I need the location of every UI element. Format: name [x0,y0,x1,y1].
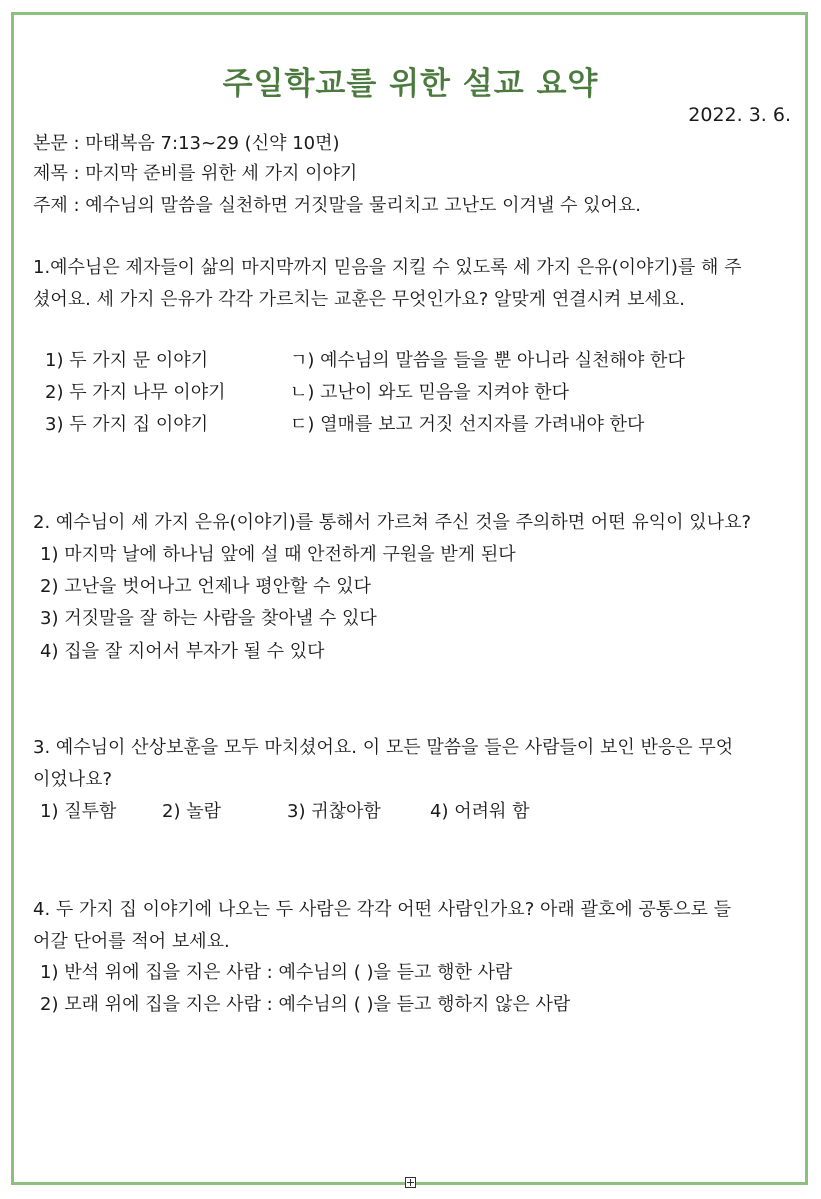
q3-option-3: 3) 귀찮아함 [287,801,381,822]
scripture-text: 본문 : 마태복음 7:13~29 (신약 10면) [33,133,340,154]
sermon-title: 제목 : 마지막 준비를 위한 세 가지 이야기 [33,163,358,184]
q1-left-item-1: 1) 두 가지 문 이야기 [45,350,209,371]
q4-option-2: 2) 모래 위에 집을 지은 사람 : 예수님의 ( )을 듣고 행하지 않은 사람 [40,994,571,1015]
question-3-line-1: 3. 예수님이 산상보훈을 모두 마치셨어요. 이 모든 말씀을 들은 사람들이 보인 반응은 무엇 [33,737,734,758]
q1-left-item-2: 2) 두 가지 나무 이야기 [45,382,226,403]
question-4-line-2: 어갈 단어를 적어 보세요. [33,931,230,952]
question-1-line-2: 셨어요. 세 가지 은유가 각각 가르치는 교훈은 무엇인가요? 알맞게 연결시켜 보세요. [33,289,686,310]
question-3-line-2: 이었나요? [33,769,113,790]
q2-option-2: 2) 고난을 벗어나고 언제나 평안할 수 있다 [40,576,372,597]
q1-right-item-3: ㄷ) 열매를 보고 거짓 선지자를 가려내야 한다 [290,414,645,435]
q1-right-item-1: ㄱ) 예수님의 말씀을 들을 뿐 아니라 실천해야 한다 [290,350,685,371]
question-4-line-1: 4. 두 가지 집 이야기에 나오는 두 사람은 각각 어떤 사람인가요? 아래 괄호에 공통으로 들 [33,899,732,920]
q2-option-1: 1) 마지막 날에 하나님 앞에 설 때 안전하게 구원을 받게 된다 [40,544,516,565]
sermon-theme: 주제 : 예수님의 말씀을 실천하면 거짓말을 물리치고 고난도 이겨낼 수 있어요. [33,195,642,216]
q3-option-4: 4) 어려워 함 [430,801,530,822]
question-1-line-1: 1.예수님은 제자들이 삶의 마지막까지 믿음을 지킬 수 있도록 세 가지 은유(이야기)를 해 주 [33,257,742,278]
q3-option-1: 1) 질투함 [40,801,117,822]
q2-option-4: 4) 집을 잘 지어서 부자가 될 수 있다 [40,641,325,662]
question-2: 2. 예수님이 세 가지 은유(이야기)를 통해서 가르쳐 주신 것을 주의하면 어떤 유익이 있나요? [33,512,752,533]
q1-left-item-3: 3) 두 가지 집 이야기 [45,414,209,435]
date: 2022. 3. 6. [688,104,791,126]
page-title: 주일학교를 위한 설교 요약 [222,66,599,102]
q2-option-3: 3) 거짓말을 잘 하는 사람을 찾아낼 수 있다 [40,608,377,629]
q4-option-1: 1) 반석 위에 집을 지은 사람 : 예수님의 ( )을 듣고 행한 사람 [40,962,513,983]
q1-right-item-2: ㄴ) 고난이 와도 믿음을 지켜야 한다 [290,382,570,403]
plus-box-icon[interactable] [405,1177,416,1188]
q3-option-2: 2) 놀람 [162,801,221,822]
